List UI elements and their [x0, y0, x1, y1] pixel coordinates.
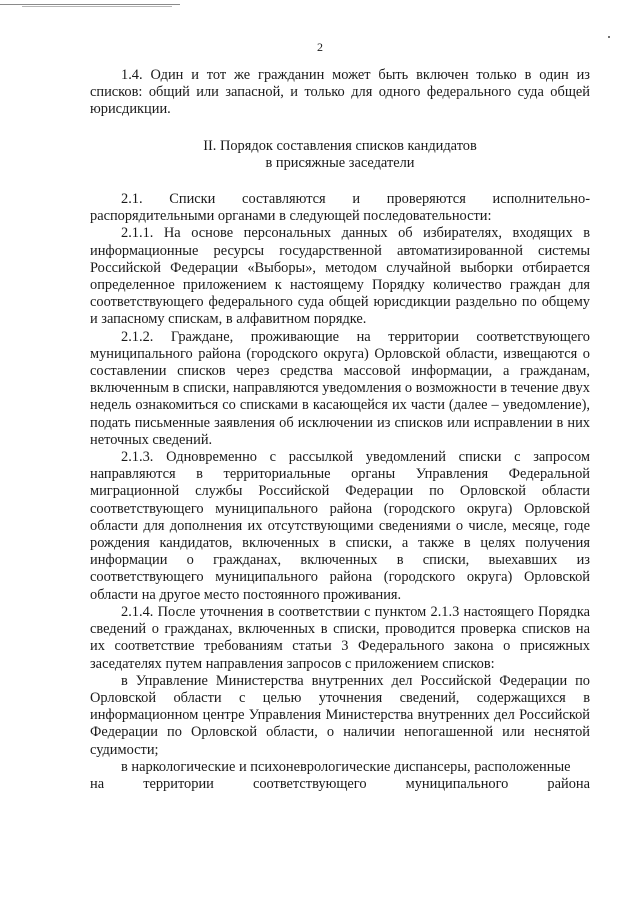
paragraph-1-4: 1.4. Один и тот же гражданин может быть включен только в один из списков: общий или запасной, и только для одного федерального суда общей юрисдикции.	[90, 67, 590, 118]
paragraph-narco-request-line-1: в наркологические и психоневрологические диспансеры, расположенные	[121, 758, 571, 775]
scan-speck	[608, 36, 610, 38]
paragraph-2-1-4: 2.1.4. После уточнения в соответствии с пунктом 2.1.3 настоящего Порядка сведений о гражданах, включенных в списки, проводится проверка списков на их соответствие требованиям статьи 3 Федерального закона о присяжных заседателях путем направления запросов с приложением списков:	[90, 603, 590, 672]
paragraph-2-1-2: 2.1.2. Граждане, проживающие на территории соответствующего муниципального района (городского округа) Орловской области, извещаются о составлении списков через средства массовой информации, а гражданам, включенным в списки, направляются уведомления о возможности в течение двух недель ознакомиться со списками в касающейся их части (далее – уведомление), подать письменные заявления об исключении из списков или исправлении в них неточных сведений.	[90, 328, 590, 448]
paragraph-2-1: 2.1. Списки составляются и проверяются исполнительно-распорядительными органами в следующей последовательности:	[90, 191, 590, 225]
paragraph-narco-request-line-2: на территории соответствующего муниципального района	[90, 775, 590, 792]
paragraph-2-1-1: 2.1.1. На основе персональных данных об избирателях, входящих в информационные ресурсы государственной автоматизированной системы Российской Федерации «Выборы», методом случайной выборки отбирается определенное приложением к настоящему Порядку количество граждан для соответствующего федерального суда общей юрисдикции раздельно по общему и запасному спискам, в алфавитном порядке.	[90, 225, 590, 328]
section-title-line-2: в присяжные заседатели	[265, 154, 415, 171]
scan-artifact-line-secondary	[22, 6, 172, 7]
spacer	[90, 119, 590, 138]
paragraph-2-1-3: 2.1.3. Одновременно с рассылкой уведомлений списки с запросом направляются в территориальные органы Управления Федеральной миграционной службы Российской Федерации по Орловской области соответствующего муниципального района (городского округа) Орловской области для дополнения их отсутствующими сведениями о числе, месяце, годе рождения кандидатов, включенных в списки, а также в целях получения информации о гражданах, включенных в списки, выехавших из соответствующего муниципального района (городского округа) Орловской области на другое место постоянного проживания.	[90, 449, 590, 603]
section-title-line-1: II. Порядок составления списков кандидатов	[203, 137, 477, 154]
scan-artifact-line	[0, 4, 180, 5]
spacer	[90, 172, 590, 191]
paragraph-mvd-request: в Управление Министерства внутренних дел Российской Федерации по Орловской области с целью уточнения сведений, содержащихся в информационном центре Управления Министерства внутренних дел Российской Федерации по Орловской области, о наличии непогашенной или неснятой судимости;	[90, 672, 590, 758]
document-body	[90, 67, 590, 793]
page-number: 2	[317, 40, 323, 54]
